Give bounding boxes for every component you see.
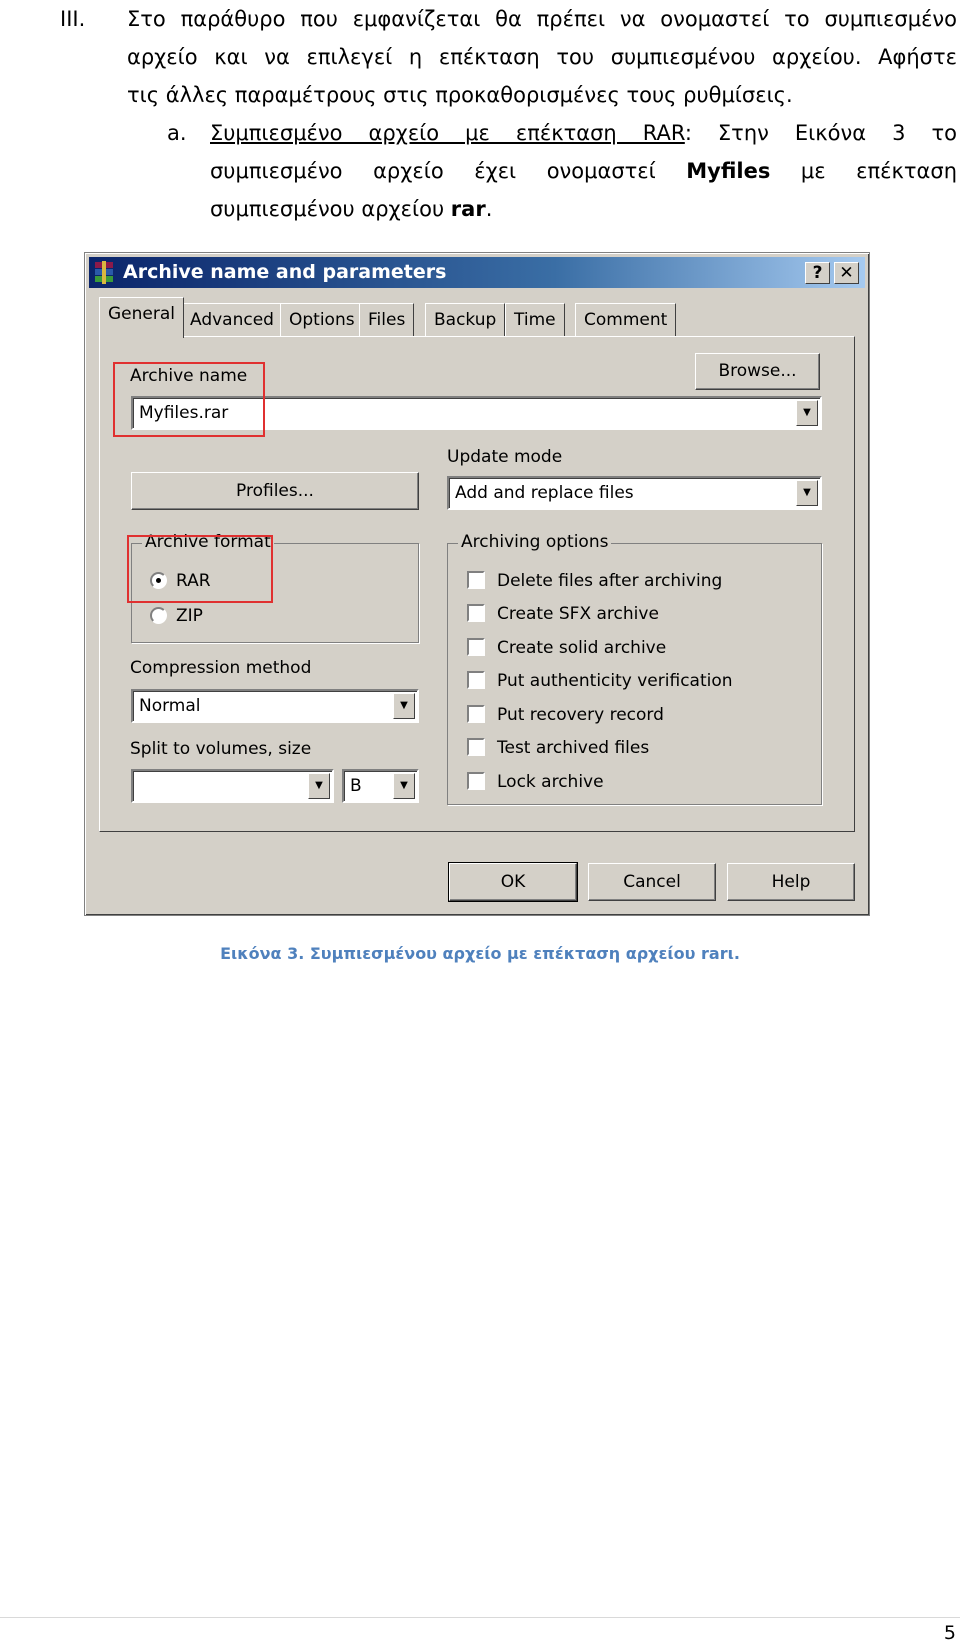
compression-method-value: Normal [139, 696, 201, 716]
chevron-down-icon[interactable]: ▼ [796, 400, 818, 426]
delete-files-label: Delete files after archiving [497, 571, 723, 591]
authenticity-checkbox[interactable] [467, 671, 485, 689]
rar-label: RAR [176, 571, 211, 591]
archive-name-value: Myfiles.rar [139, 403, 229, 423]
recovery-record-checkbox[interactable] [467, 705, 485, 723]
tab-advanced[interactable]: Advanced [181, 303, 283, 337]
tab-time[interactable]: Time [505, 303, 565, 337]
lock-archive-label: Lock archive [497, 772, 604, 792]
compression-method-label: Compression method [130, 658, 312, 678]
tab-files[interactable]: Files [359, 303, 414, 337]
test-files-label: Test archived files [497, 738, 650, 758]
profiles-button[interactable]: Profiles... [131, 472, 419, 510]
zip-radio[interactable] [150, 607, 167, 624]
tab-backup[interactable]: Backup [425, 303, 505, 337]
sub-item-text-3b: . [485, 197, 493, 221]
footer-divider [0, 1617, 960, 1618]
sub-item-text-3a: συμπιεσμένου αρχείου [210, 197, 451, 221]
close-icon[interactable]: ✕ [834, 262, 859, 284]
create-sfx-checkbox[interactable] [467, 604, 485, 622]
tab-general[interactable]: General [99, 297, 184, 338]
delete-files-checkbox[interactable] [467, 571, 485, 589]
chevron-down-icon[interactable]: ▼ [393, 693, 415, 719]
sub-item-text-2a: συμπιεσμένο αρχείο έχει ονομαστεί [210, 159, 687, 183]
archive-format-label: Archive format [142, 532, 274, 552]
test-files-checkbox[interactable] [467, 738, 485, 756]
help-title-button[interactable]: ? [805, 262, 830, 284]
split-unit-select[interactable] [342, 769, 419, 803]
sub-item-line-1 [210, 114, 957, 152]
split-volume-size-combobox[interactable] [131, 769, 334, 803]
zip-label: ZIP [176, 606, 203, 626]
sub-item-text-1: : Στην Εικόνα 3 το [684, 121, 957, 145]
authenticity-label: Put authenticity verification [497, 671, 733, 691]
update-mode-value: Add and replace files [455, 483, 634, 503]
create-sfx-label: Create SFX archive [497, 604, 659, 624]
chevron-down-icon[interactable]: ▼ [393, 773, 415, 799]
instruction-line-1: Στο παράθυρο που εμφανίζεται θα πρέπει να ονομαστεί το συμπιεσμένο [127, 7, 957, 31]
archive-format-highlight [127, 535, 273, 603]
winrar-app-icon [93, 261, 115, 284]
sub-item-heading: Συμπιεσμένο αρχείο με επέκταση RAR [210, 121, 685, 145]
ok-button[interactable]: OK [449, 863, 577, 901]
sub-item-paragraph [210, 114, 957, 228]
tab-options[interactable]: Options [280, 303, 364, 337]
instruction-line-3: τις άλλες παραμέτρους στις προκαθορισμένες τους ρυθμίσεις. [127, 83, 793, 107]
split-unit-value: B [350, 776, 362, 796]
cancel-button[interactable]: Cancel [588, 863, 716, 901]
sub-item-line-3 [210, 190, 957, 228]
lock-archive-checkbox[interactable] [467, 772, 485, 790]
page-number: 5 [943, 1622, 956, 1644]
chevron-down-icon[interactable]: ▼ [796, 480, 818, 506]
split-volumes-label: Split to volumes, size [130, 739, 312, 759]
update-mode-label: Update mode [447, 447, 563, 467]
dialog-title: Archive name and parameters [123, 261, 447, 283]
figure-caption: Εικόνα 3. Συμπιεσμένου αρχείο με επέκταση αρχείου rarι. [220, 944, 740, 963]
sub-item-line-2 [210, 152, 957, 190]
instruction-line-2: αρχείο και να επιλεγεί η επέκταση του συμπιεσμένου αρχείου. Αφήστε [127, 45, 957, 69]
recovery-record-label: Put recovery record [497, 705, 664, 725]
dialog-titlebar [89, 257, 865, 288]
update-mode-select[interactable] [447, 476, 822, 510]
archiving-options-label: Archiving options [458, 532, 611, 552]
sub-item-text-2b: με επέκταση [770, 159, 957, 183]
archive-dialog [84, 252, 870, 916]
compression-method-select[interactable] [131, 689, 419, 723]
chevron-down-icon[interactable]: ▼ [308, 773, 330, 799]
archive-name-highlight [113, 362, 265, 437]
extension-bold: rar [450, 197, 486, 221]
create-solid-label: Create solid archive [497, 638, 667, 658]
create-solid-checkbox[interactable] [467, 638, 485, 656]
tab-comment[interactable]: Comment [575, 303, 676, 337]
archive-name-bold: Myfiles [686, 159, 771, 183]
list-numeral: III. [60, 7, 86, 31]
help-button[interactable]: Help [727, 863, 855, 901]
archive-name-label: Archive name [130, 366, 248, 386]
sub-item-letter: a. [167, 121, 187, 145]
browse-button[interactable]: Browse... [695, 353, 820, 390]
instruction-paragraph [127, 0, 957, 114]
